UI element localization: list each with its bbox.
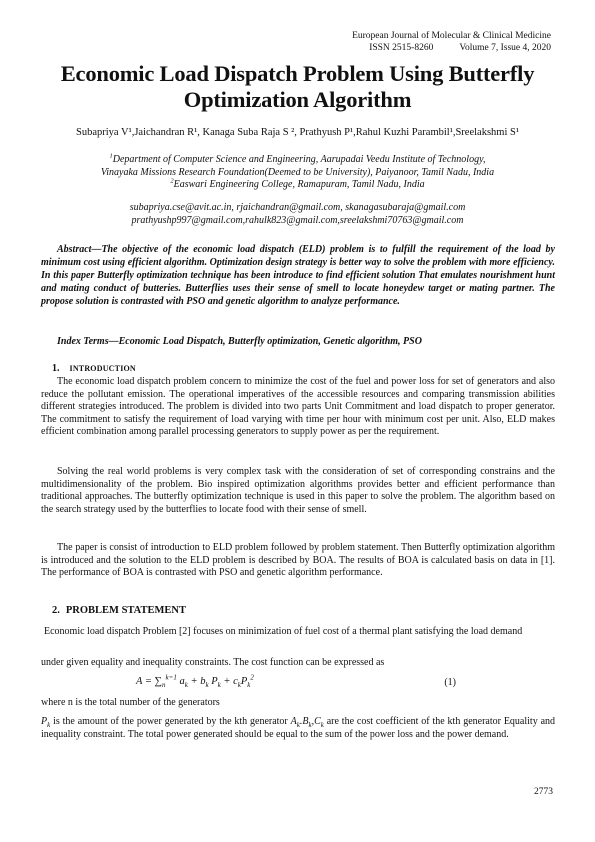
- problem-statement-line-4: [41, 716, 555, 741]
- email-line-2: prathyushp997@gmail.com,rahulk823@gmail.com,sreelakshmi70763@gmail.com: [131, 214, 464, 226]
- problem-statement-line-3: where n is the total number of the generators: [41, 697, 220, 708]
- affiliation-2: Easwari Engineering College, Ramapuram, Tamil Nadu, India: [173, 179, 425, 190]
- affiliation-1-line-1: Department of Computer Science and Engineering, Aarupadai Veedu Institute of Technology,: [112, 154, 486, 165]
- intro-paragraph-2: Solving the real world problems is very complex task with the consideration of set of corresponding constrains and the multidimensionality of the problem. Bio inspired optimization algorithms provides better and efficient performance than traditional approaches. The butterfly optimization technique is used in this paper to solve the problem. The algorithm based on the search strategy used by the butterflies to locate food with their sense of smell.: [41, 466, 555, 515]
- cost-function-equation: $A = \sum_n^{k=1}$ $a_k + b_k$ $P_k + c_kP_k^2$: [136, 673, 254, 690]
- affiliation-marker-1: 1: [109, 152, 113, 160]
- journal-volume: Volume 7, Issue 4, 2020: [459, 43, 551, 53]
- section-1-heading: [52, 363, 136, 374]
- journal-issn: ISSN 2515-8260: [369, 43, 434, 53]
- section-1-title: INTRODUCTION: [69, 364, 136, 373]
- author-emails: [30, 202, 565, 227]
- section-1-number: 1.: [52, 363, 60, 374]
- intro-paragraph-1: The economic load dispatch problem concern to minimize the cost of the fuel and power loss for set of generators and also reduce the pollutant emission. The operational imperatives of the accessible resources and comparing transmission abilities different strategies introduced. The problem is divided into two parts Unit Commitment and load dispatch to proper generator. The commitment to satisfy the requirement of load varying with time per hour with minimum cost per unit. Also, ELD makes efficient combination among parallel processing generators to supply power as per the requirement.: [41, 376, 555, 438]
- abstract: Abstract—The objective of the economic load dispatch (ELD) problem is to fulfill the requirement of the load by minimum cost using efficient algorithm. Optimization design strategy is better way to solve the problem with more efficiency. In this paper Butterfly optimization technique has been introduce to find efficient solution That emulates nourishment hunt and mating conduct of butteries. Butterflies uses their sense of smell to locate honeydew target or mating partner. The propose solution is contrasted with PSO and genetic algorithm to analyze performance.: [41, 244, 555, 307]
- problem-statement-line-2: under given equality and inequality constraints. The cost function can be expressed as: [41, 657, 385, 668]
- intro-paragraph-3: The paper is consist of introduction to ELD problem followed by problem statement. Then Butterfly optimization algorithm is introduced and the solution to the ELD problem is described by BOA. The results of BOA is calculated basis on data in [1]. The performance of BOA is contrasted with PSO and genetic algorithm performance.: [41, 542, 555, 579]
- affiliation-1-line-2: Vinayaka Missions Research Foundation(Deemed to be University), Paiyanoor, Tamil Nadu, India: [100, 166, 495, 178]
- problem-statement-line-4-part-2: are the cost coefficient of the kth generator Equality and inequality constraint. The total power generated should be equal to the sum of the power loss and the power demand.: [41, 716, 556, 740]
- journal-header: [352, 30, 551, 54]
- section-2-number: 2.: [52, 605, 60, 616]
- symbol-coefficients: $A_k.B_k,C_k$: [290, 716, 324, 729]
- page-number: 2773: [534, 787, 553, 797]
- section-2-title: PROBLEM STATEMENT: [65, 605, 186, 616]
- author-list: Subapriya V¹,Jaichandran R¹, Kanaga Suba Raja S ², Prathyush P¹,Rahul Kuzhi Parambil¹,Sreelakshmi S¹: [75, 127, 519, 138]
- affiliations: [30, 154, 565, 192]
- equation-number: (1): [444, 677, 456, 688]
- journal-name: European Journal of Molecular & Clinical Medicine: [352, 31, 551, 41]
- symbol-pk: $P_k$: [41, 716, 51, 729]
- email-line-1: subapriya.cse@avit.ac.in, rjaichandran@gmail.com, skanagasubaraja@gmail.com: [129, 202, 466, 213]
- problem-statement-line-1: Economic load dispatch Problem [2] focuses on minimization of fuel cost of a thermal plant satisfying the load demand: [44, 626, 523, 637]
- problem-statement-line-4-part-1: is the amount of the power generated by the kth generator: [50, 716, 291, 727]
- paper-title: Economic Load Dispatch Problem Using Butterfly Optimization Algorithm: [60, 61, 535, 112]
- section-2-heading: [52, 605, 186, 616]
- affiliation-marker-2: 2: [170, 177, 174, 185]
- index-terms: Index Terms—Economic Load Dispatch, Butterfly optimization, Genetic algorithm, PSO: [57, 336, 422, 347]
